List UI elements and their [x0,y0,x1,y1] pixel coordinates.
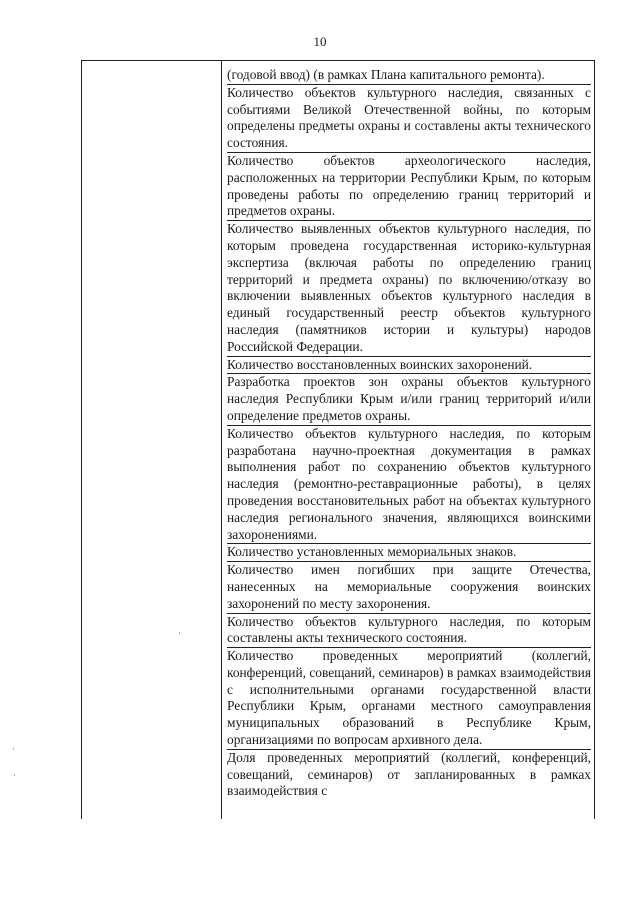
page-number: 10 [313,34,327,49]
indicator-entry: Количество восстановленных воинских захоронений. [227,357,591,375]
indicator-entry: Количество объектов культурного наследия, по которым разработана научно-проектная документация в рамках выполнения работ по сохранению объектов культурного наследия (ремонтно-реставрационные работы), в целях проведения восстановительных работ на объектах культурного наследия регионального значения, являющихся воинскими захоронениями. [227,426,591,545]
indicator-entry: Количество проведенных мероприятий (коллегий, конференций, совещаний, семинаров) в рамках взаимодействия с исполнительными органами государственной власти Республики Крым, органами местного самоуправления муниципальных образований в Республике Крым, организациями по вопросам архивного дела. [227,648,591,750]
indicator-entry: Разработка проектов зон охраны объектов культурного наследия Республики Крым и/или границ территорий и/или определение предметов охраны. [227,374,591,425]
indicator-entry: (годовой ввод) (в рамках Плана капитального ремонта). [227,67,591,85]
scan-artifact-mark: · [13,770,16,780]
column-divider [221,60,222,819]
scan-artifact-mark: · [12,744,15,754]
indicator-entry: Количество установленных мемориальных знаков. [227,544,591,562]
scan-artifact-mark: · [178,628,181,638]
indicator-entry: Количество объектов культурного наследия, по которым составлены акты технического состояния. [227,614,591,649]
indicator-entry: Количество имен погибших при защите Отечества, нанесенных на мемориальные сооружения воинских захоронений по месту захоронения. [227,562,591,613]
indicator-cell [227,67,591,817]
indicator-entry: Количество выявленных объектов культурного наследия, по которым проведена государственная историко-культурная экспертиза (включая работы по определению границ территорий и предмета охраны) по включению/отказу во включении выявленных объектов культурного наследия в единый государственный реестр объектов культурного наследия (памятников истории и культуры) народов Российской Федерации. [227,221,591,356]
indicator-entry: Количество объектов культурного наследия, связанных с событиями Великой Отечественной войны, по которым определены предметы охраны и составлены акты технического состояния. [227,85,591,153]
indicator-entry: Доля проведенных мероприятий (коллегий, конференций, совещаний, семинаров) от запланированных в рамках взаимодействия с [227,749,591,799]
indicator-entry: Количество объектов археологического наследия, расположенных на территории Республики Крым, по которым проведены работы по определению границ территорий и предметов охраны. [227,153,591,221]
